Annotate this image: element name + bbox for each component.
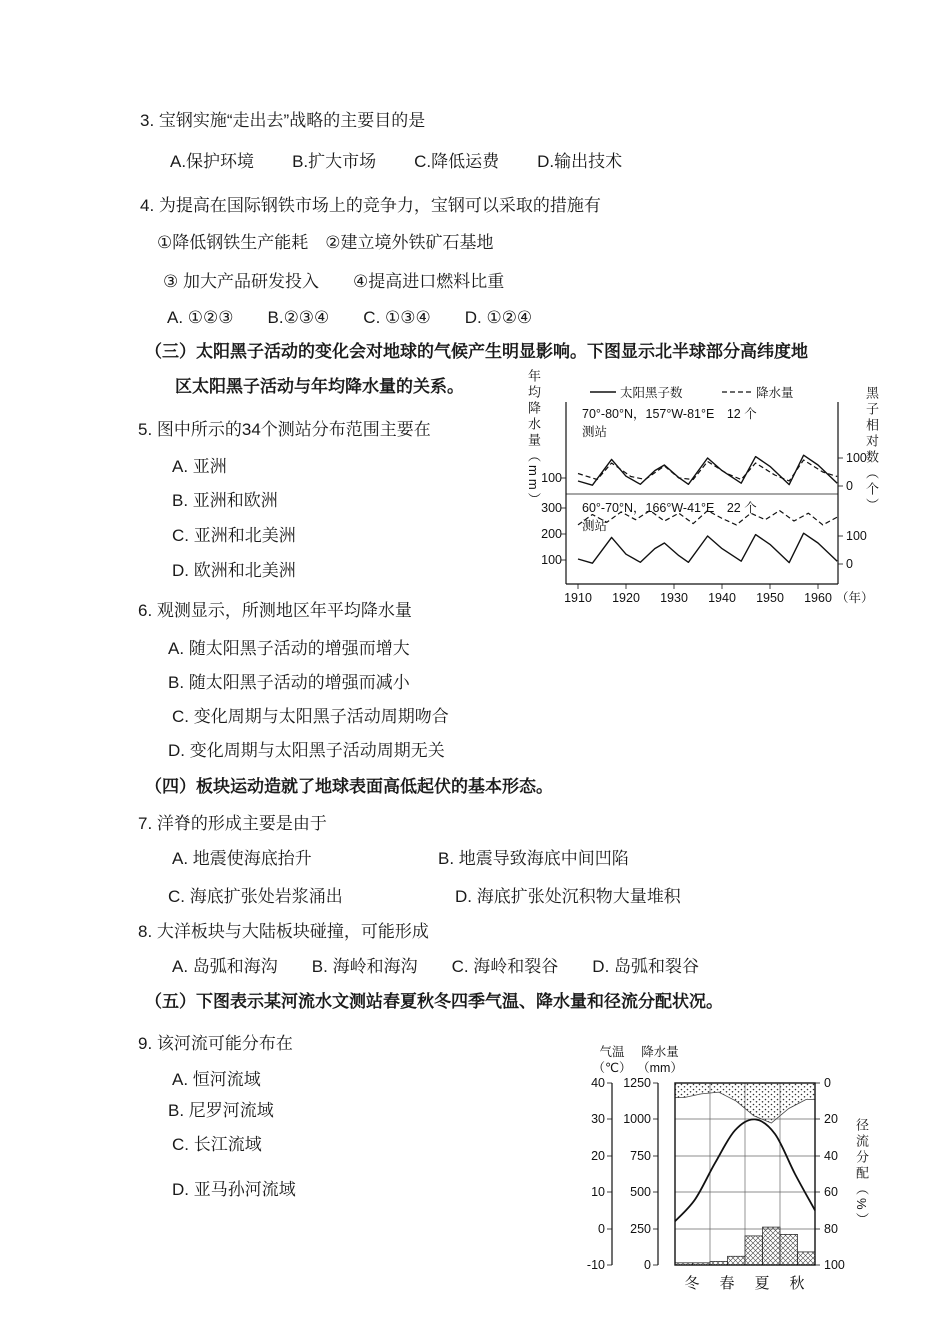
q4-options-line: A. ①②③ B.②③④ C. ①③④ D. ①②④: [167, 308, 533, 327]
c1-panel2-left-tick-100: 100: [541, 553, 562, 567]
c2-runoff-tick-0: 0: [824, 1076, 831, 1090]
q6-option-b: B. 随太阳黑子活动的增强而减小: [168, 673, 410, 692]
c1-panel2-label-line2: 测站: [582, 519, 608, 533]
c1-legend-sunspot-label: 太阳黑子数: [620, 386, 683, 400]
c1-right-axis-label: 黑子相对数（个）: [864, 386, 879, 514]
question-8-text: 8. 大洋板块与大陆板块碰撞，可能形成: [138, 922, 429, 941]
q6-option-d: D. 变化周期与太阳黑子活动周期无关: [168, 741, 445, 760]
c2-right-ticks-marks: [815, 1083, 820, 1265]
c2-precip-tick-500: 500: [630, 1185, 651, 1199]
q7-option-d: D. 海底扩张处沉积物大量堆积: [455, 887, 681, 906]
q6-option-a: A. 随太阳黑子活动的增强而增大: [168, 639, 410, 658]
c1-panel1-right-tick-100: 100: [846, 451, 867, 465]
c2-temp-tick-20: 20: [591, 1149, 605, 1163]
c1-xtick-1960: 1960: [804, 591, 832, 605]
c2-precip-tick-750: 750: [630, 1149, 651, 1163]
c1-xtick-1920: 1920: [612, 591, 640, 605]
question-4-text: 4. 为提高在国际钢铁市场上的竞争力，宝钢可以采取的措施有: [140, 196, 601, 215]
c2-temp-tick-0: 0: [598, 1222, 605, 1236]
question-3-text: 3. 宝钢实施“走出去”战略的主要目的是: [140, 111, 426, 130]
c1-legend-precip-label: 降水量: [756, 386, 794, 400]
c2-precip-tick-1000: 1000: [623, 1112, 651, 1126]
c1-xtick-1910: 1910: [564, 591, 592, 605]
q6-option-c: C. 变化周期与太阳黑子活动周期吻合: [172, 707, 449, 726]
q7-option-b: B. 地震导致海底中间凹陷: [438, 849, 629, 868]
c2-precip-tick-250: 250: [630, 1222, 651, 1236]
c1-panel2-right-tick-0: 0: [846, 557, 853, 571]
c2-rulers: [607, 1083, 658, 1265]
c1-panel2-right-tick-100: 100: [846, 529, 867, 543]
c2-temp-unit: （℃）: [592, 1061, 632, 1075]
c2-runoff-tick-40: 40: [824, 1149, 838, 1163]
q9-option-c: C. 长江流域: [172, 1135, 262, 1154]
c2-precip-unit: （mm）: [637, 1061, 683, 1075]
sunspot-precipitation-chart: [518, 366, 890, 618]
river-climate-chart: [548, 1038, 868, 1308]
c2-temp-tick-40: 40: [591, 1076, 605, 1090]
c1-panel2-label-line1: 60°-70°N，166°W-41°E 22 个: [582, 501, 757, 515]
c2-runoff-tick-60: 60: [824, 1185, 838, 1199]
q4-items-line2: ③ 加大产品研发投入 ④提高进口燃料比重: [163, 272, 505, 291]
q3-option-b: B.扩大市场: [292, 152, 377, 171]
section-5-line1: （五）下图表示某河流水文测站春夏秋冬四季气温、降水量和径流分配状况。: [145, 992, 723, 1011]
q9-option-d: D. 亚马孙河流域: [172, 1180, 296, 1199]
question-7-text: 7. 洋脊的形成主要是由于: [138, 814, 327, 833]
q3-option-c: C.降低运费: [414, 152, 500, 171]
section-3-line1: （三）太阳黑子活动的变化会对地球的气候产生明显影响。下图显示北半球部分高纬度地: [145, 342, 808, 361]
c1-panel2-left-tick-200: 200: [541, 527, 562, 541]
c1-panel1-right-tick-0: 0: [846, 479, 853, 493]
question-9-text: 9. 该河流可能分布在: [138, 1034, 293, 1053]
c2-temp-tick-30: 30: [591, 1112, 605, 1126]
c2-precip-tick-1250: 1250: [623, 1076, 651, 1090]
c2-temp-tick-10: 10: [591, 1185, 605, 1199]
c2-temp-tick-neg10: -10: [586, 1258, 605, 1272]
q7-option-a: A. 地震使海底抬升: [172, 849, 312, 868]
c1-xtick-1950: 1950: [756, 591, 784, 605]
q4-items-line1: ①降低钢铁生产能耗 ②建立境外铁矿石基地: [157, 233, 494, 252]
question-6-text: 6. 观测显示，所测地区年平均降水量: [138, 601, 412, 620]
c2-season-summer: 夏: [754, 1275, 770, 1292]
section-4-line1: （四）板块运动造就了地球表面高低起伏的基本形态。: [145, 777, 553, 796]
q5-option-c: C. 亚洲和北美洲: [172, 526, 296, 545]
q5-option-d: D. 欧洲和北美洲: [172, 561, 296, 580]
section-3-line2: 区太阳黑子活动与年均降水量的关系。: [175, 377, 464, 396]
c2-runoff-axis-label: 径流分配（%）: [854, 1118, 869, 1229]
c1-xtick-1940: 1940: [708, 591, 736, 605]
c1-left-axis-label: 年均降水量（mm）: [526, 369, 541, 509]
c1-panel1-label-line2: 测站: [582, 425, 608, 439]
c2-precip-title: 降水量: [641, 1045, 679, 1059]
q7-option-c: C. 海底扩张处岩浆涌出: [168, 887, 343, 906]
q9-option-b: B. 尼罗河流域: [168, 1101, 274, 1120]
q9-option-a: A. 恒河流域: [172, 1070, 261, 1089]
c1-panel1-label-line1: 70°-80°N，157°W-81°E 12 个: [582, 407, 757, 421]
q5-option-a: A. 亚洲: [172, 457, 227, 476]
c2-temp-title: 气温: [599, 1045, 625, 1059]
q3-option-a: A.保护环境: [170, 152, 255, 171]
c1-panel1-left-tick-100: 100: [541, 471, 562, 485]
c1-panel2-left-tick-300: 300: [541, 501, 562, 515]
question-3-options: [170, 151, 622, 172]
q8-options-line: A. 岛弧和海沟 B. 海岭和海沟 C. 海岭和裂谷 D. 岛弧和裂谷: [172, 957, 700, 976]
c1-xtick-1930: 1930: [660, 591, 688, 605]
q5-option-b: B. 亚洲和欧洲: [172, 491, 278, 510]
c2-runoff-tick-80: 80: [824, 1222, 838, 1236]
c2-season-spring: 春: [719, 1275, 735, 1292]
c2-precip-tick-0: 0: [644, 1258, 651, 1272]
c2-runoff-tick-20: 20: [824, 1112, 838, 1126]
c2-season-winter: 冬: [684, 1275, 700, 1292]
c1-x-unit: （年）: [836, 591, 874, 605]
c2-season-autumn: 秋: [789, 1275, 805, 1292]
question-5-text: 5. 图中所示的34个测站分布范围主要在: [138, 420, 431, 439]
c2-runoff-tick-100: 100: [824, 1258, 845, 1272]
q3-option-d: D.输出技术: [537, 152, 623, 171]
